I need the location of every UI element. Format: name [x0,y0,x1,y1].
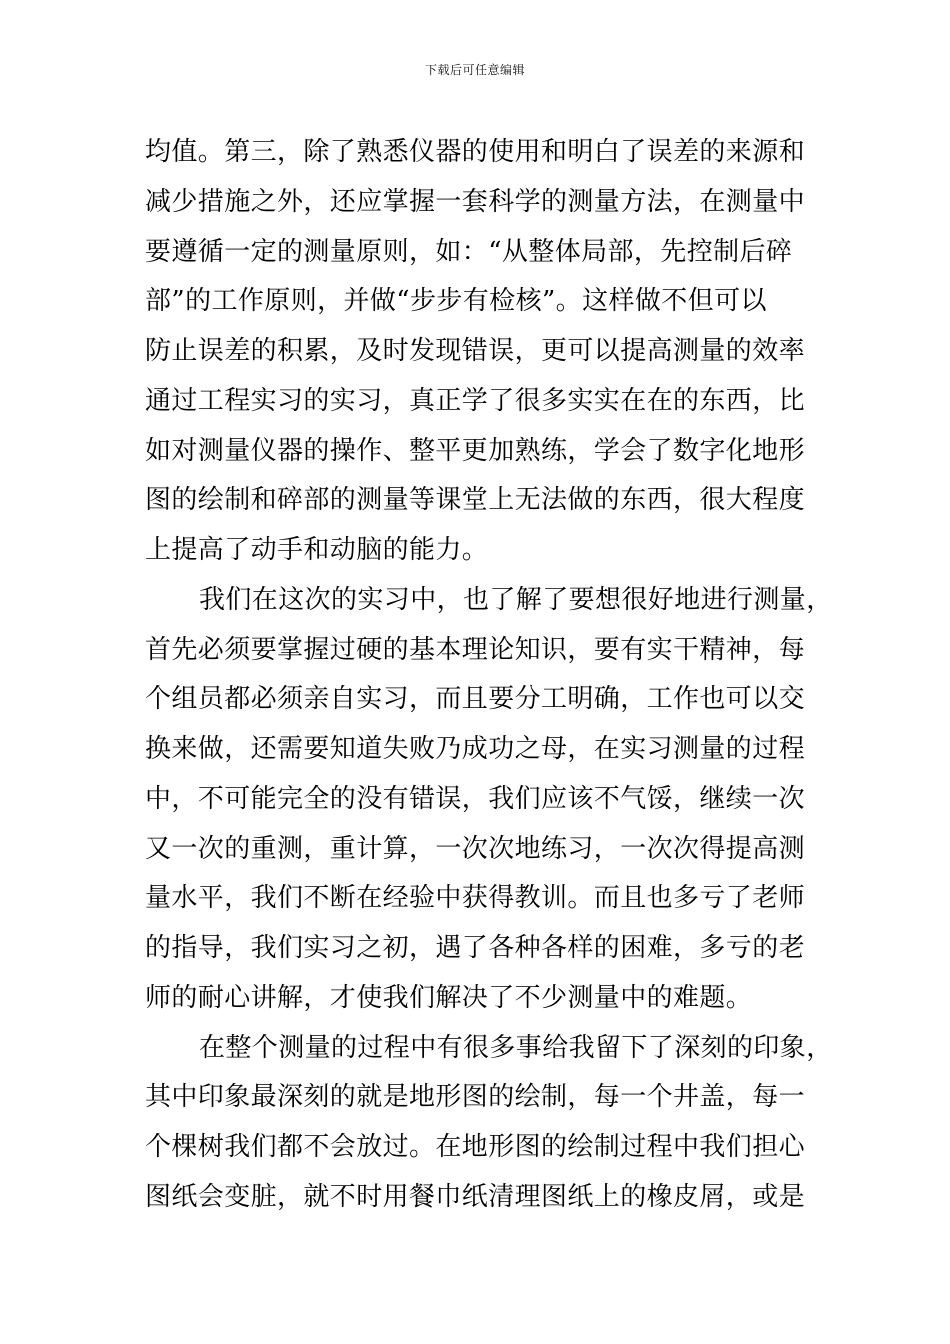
text-line: 均值。第三，除了熟悉仪器的使用和明白了误差的来源和 [145,137,806,167]
text-line: 的指导，我们实习之初，遇了各种各样的困难，多亏的老 [145,933,806,963]
text-line: 个组员都必须亲自实习，而且要分工明确，工作也可以交 [145,684,806,715]
page-header-watermark: 下载后可任意编辑 [424,63,525,77]
paragraph-first-line: 我们在这次的实习中，也了解了要想很好地进行测量， [199,584,833,615]
text-line: 部”的工作原则，并做“步步有检核”。这样做不但可以 [145,286,767,317]
text-line: 要遵循一定的测量原则，如：“从整体局部，先控制后碎 [145,236,793,267]
text-line: 换来做，还需要知道失败乃成功之母，在实习测量的过程 [145,734,806,764]
text-line: 如对测量仪器的操作、整平更加熟练，学会了数字化地形 [145,435,806,466]
text-line: 上提高了动手和动脑的能力。 [145,535,489,565]
text-line: 通过工程实习的实习，真正学了很多实实在在的东西，比 [145,385,806,416]
text-line: 首先必须要掌握过硬的基本理论知识，要有实干精神，每 [145,634,806,665]
text-line: 师的耐心讲解，才使我们解决了不少测量中的难题。 [145,982,753,1013]
paragraph-first-line: 在整个测量的过程中有很多事给我留下了深刻的印象， [199,1032,833,1063]
text-line: 又一次的重测，重计算，一次次地练习，一次次得提高测 [145,833,806,864]
text-line: 图的绘制和碎部的测量等课堂上无法做的东西，很大程度 [145,485,806,516]
text-line: 中，不可能完全的没有错误，我们应该不气馁，继续一次 [145,783,806,814]
text-line: 图纸会变脏，就不时用餐巾纸清理图纸上的橡皮屑，或是 [145,1181,806,1212]
text-line: 减少措施之外，还应掌握一套科学的测量方法，在测量中 [145,186,806,217]
text-line: 其中印象最深刻的就是地形图的绘制，每一个井盖，每一 [145,1082,806,1113]
text-line: 量水平，我们不断在经验中获得教训。而且也多亏了老师 [145,883,806,914]
document-body [145,128,833,1223]
text-line: 防止误差的积累，及时发现错误，更可以提高测量的效率 [145,336,806,366]
text-line: 个棵树我们都不会放过。在地形图的绘制过程中我们担心 [145,1132,806,1162]
